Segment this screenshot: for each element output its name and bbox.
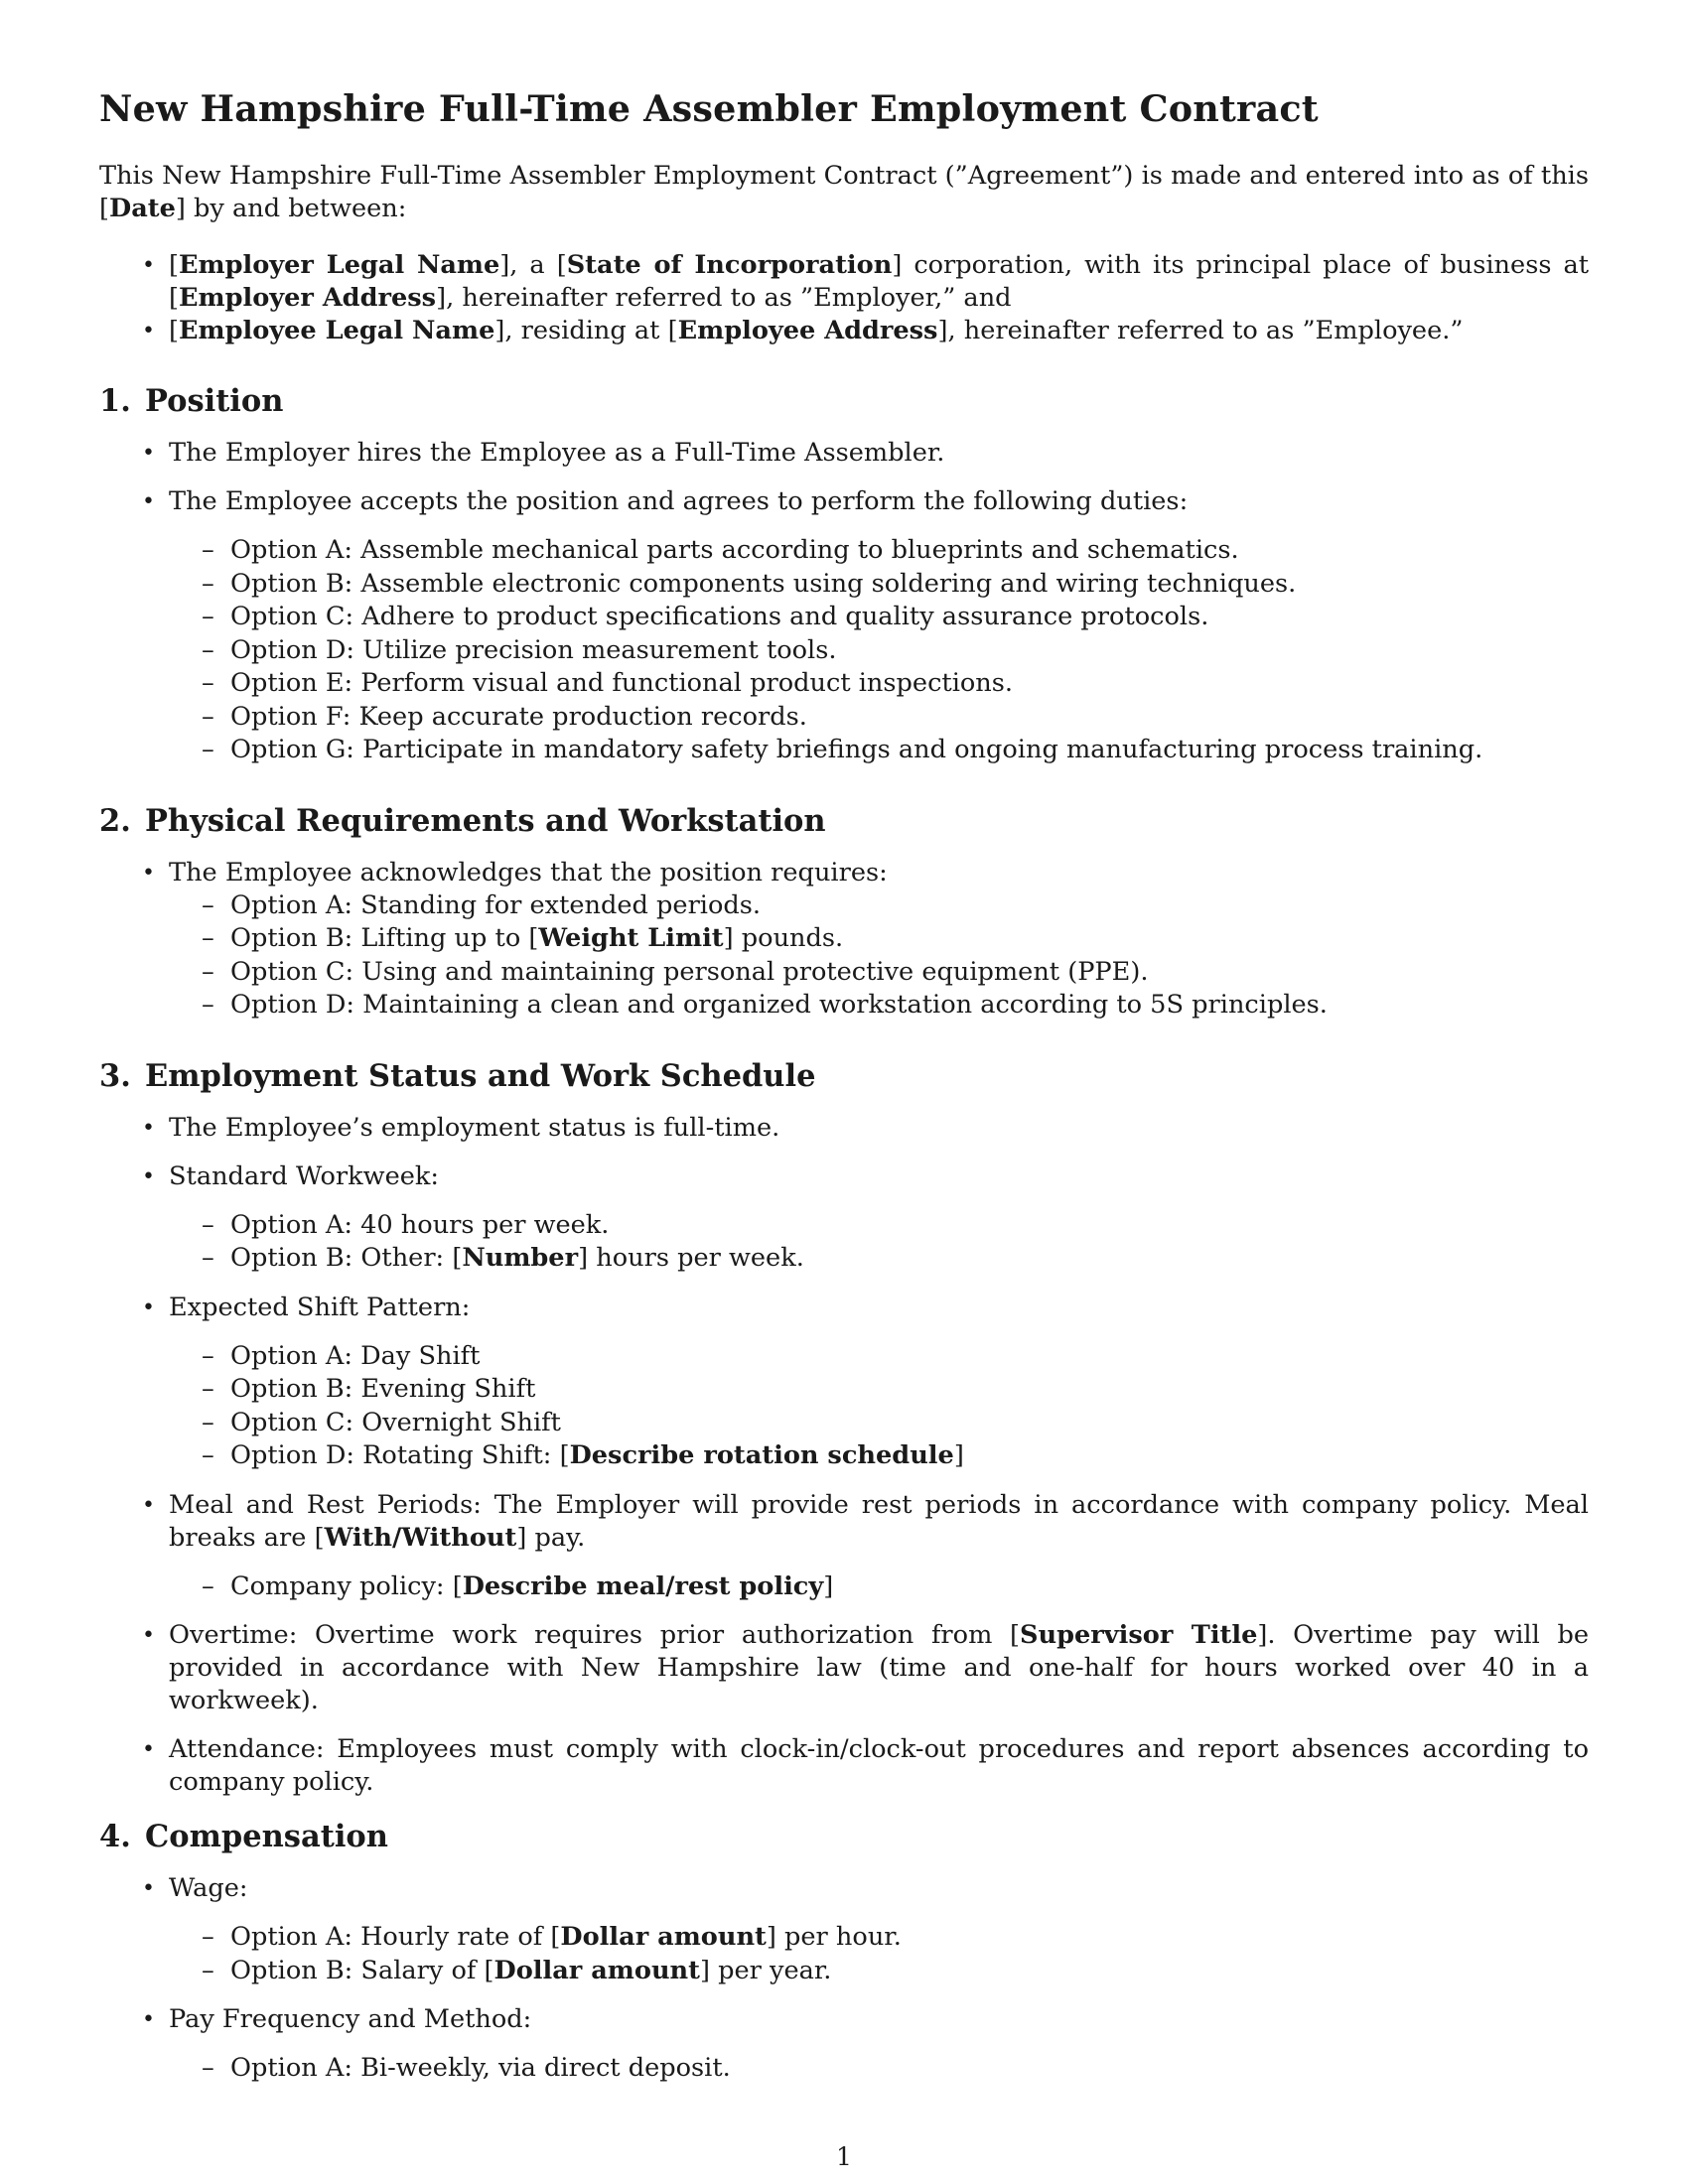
option-item: – Option A: Bi-weekly, via direct deposit. [169, 2052, 1589, 2086]
section-heading-schedule: 3. Employment Status and Work Schedule [99, 1057, 816, 1094]
option-item: – Option C: Adhere to product specifications and quality assurance protocols. [169, 601, 1589, 634]
pay-options [169, 2052, 1589, 2086]
compensation-list [99, 1872, 1589, 2086]
page-number: 1 [836, 2142, 852, 2171]
section-heading-physical: 2. Physical Requirements and Workstation [99, 802, 826, 839]
document-title: New Hampshire Full-Time Assembler Employment Contract [99, 87, 1319, 130]
meal-policy-options [169, 1570, 1589, 1604]
duties-options [169, 534, 1589, 767]
physical-options [169, 889, 1589, 1023]
list-item: • Standard Workweek: – Option A: 40 hours per week. – Option B: Other: [Number] hours per week. [99, 1160, 1589, 1276]
weight-limit-placeholder: Weight Limit [538, 923, 724, 953]
list-item: • The Employee acknowledges that the position requires: – Option A: Standing for extended periods. – Option B: Lifting up to [Weight Limit] pounds. – Option C: Using and maintaining personal protective equipment (PPE). – Option D: Maintaining a clean and organized workstation according to 5S principles. [99, 857, 1589, 1023]
option-item: – Option C: Using and maintaining personal protective equipment (PPE). [169, 956, 1589, 990]
section-heading-position: 1. Position [99, 383, 284, 419]
option-item: – Option B: Evening Shift [169, 1373, 1589, 1407]
option-item: – Option A: Hourly rate of [Dollar amount] per hour. [169, 1921, 1589, 1955]
option-item: – Option A: 40 hours per week. [169, 1209, 1589, 1243]
list-item: • Overtime: Overtime work requires prior authorization from [Supervisor Title]. Overtime pay will be provided in accordance with New Hampshire law (time and one-half for hours worked over 40 in a workweek). [99, 1619, 1589, 1717]
shift-options [169, 1340, 1589, 1473]
option-item: – Option B: Assemble electronic components using soldering and wiring techniques. [169, 568, 1589, 602]
section-heading-compensation: 4. Compensation [99, 1819, 388, 1854]
option-item: – Option G: Participate in mandatory safety briefings and ongoing manufacturing process training. [169, 734, 1589, 767]
date-placeholder: Date [109, 194, 176, 223]
employer-party: • [Employer Legal Name], a [State of Incorporation] corporation, with its principal place of business at [Employer Address], hereinafter referred to as ”Employer,” and [99, 249, 1589, 315]
option-item: – Option C: Overnight Shift [169, 1407, 1589, 1440]
option-item: – Option A: Standing for extended periods. [169, 889, 1589, 923]
parties-list [99, 249, 1589, 347]
workweek-options [169, 1209, 1589, 1276]
intro-paragraph: This New Hampshire Full-Time Assembler Employment Contract (”Agreement”) is made and entered into as of this [Date] by and between: [99, 161, 1589, 223]
option-item: – Option A: Day Shift [169, 1340, 1589, 1374]
physical-list [99, 857, 1589, 1023]
list-item: • Pay Frequency and Method: – Option A: Bi-weekly, via direct deposit. [99, 2003, 1589, 2086]
wage-options [169, 1921, 1589, 1987]
option-item: – Option D: Maintaining a clean and organized workstation according to 5S principles. [169, 989, 1589, 1023]
option-item: – Company policy: [Describe meal/rest policy] [169, 1570, 1589, 1604]
option-item: – Option B: Salary of [Dollar amount] per year. [169, 1955, 1589, 1988]
employee-party: • [Employee Legal Name], residing at [Employee Address], hereinafter referred to as ”Employee.” [99, 315, 1589, 347]
position-list [99, 437, 1589, 767]
list-item: • Meal and Rest Periods: The Employer will provide rest periods in accordance with company policy. Meal breaks are [With/Without] pay. – Company policy: [Describe meal/rest policy] [99, 1489, 1589, 1604]
option-item: – Option B: Other: [Number] hours per week. [169, 1242, 1589, 1276]
schedule-list [99, 1112, 1589, 1800]
option-item: – Option F: Keep accurate production records. [169, 701, 1589, 735]
option-item: – Option A: Assemble mechanical parts according to blueprints and schematics. [169, 534, 1589, 568]
list-item: • Expected Shift Pattern: – Option A: Day Shift – Option B: Evening Shift – Option C: Overnight Shift – Option D: Rotating Shift: [Describe rotation schedule] [99, 1292, 1589, 1473]
list-item: • Attendance: Employees must comply with clock-in/clock-out procedures and report absences according to company policy. [99, 1733, 1589, 1799]
list-item: • The Employee’s employment status is full-time. [99, 1112, 1589, 1145]
option-item: – Option B: Lifting up to [Weight Limit] pounds. [169, 922, 1589, 956]
option-item: – Option D: Rotating Shift: [Describe rotation schedule] [169, 1439, 1589, 1473]
document-page [99, 87, 1589, 2102]
list-item: • The Employer hires the Employee as a Full-Time Assembler. [99, 437, 1589, 470]
list-item: • The Employee accepts the position and agrees to perform the following duties: – Option A: Assemble mechanical parts according to blueprints and schematics. – Option B: Assemble electronic components using soldering and wiring techniques. – Option C: Adhere to product specifications and quality assurance protocols. – Option D: Utilize precision measurement tools. – Option E: Perform visual and functional product inspections. – Option F: Keep accurate production records. – Option G: Participate in mandatory safety briefings and ongoing manufacturing process training. [99, 485, 1589, 767]
option-item: – Option E: Perform visual and functional product inspections. [169, 667, 1589, 701]
option-item: – Option D: Utilize precision measurement tools. [169, 634, 1589, 668]
list-item: • Wage: – Option A: Hourly rate of [Dollar amount] per hour. – Option B: Salary of [Dollar amount] per year. [99, 1872, 1589, 1987]
